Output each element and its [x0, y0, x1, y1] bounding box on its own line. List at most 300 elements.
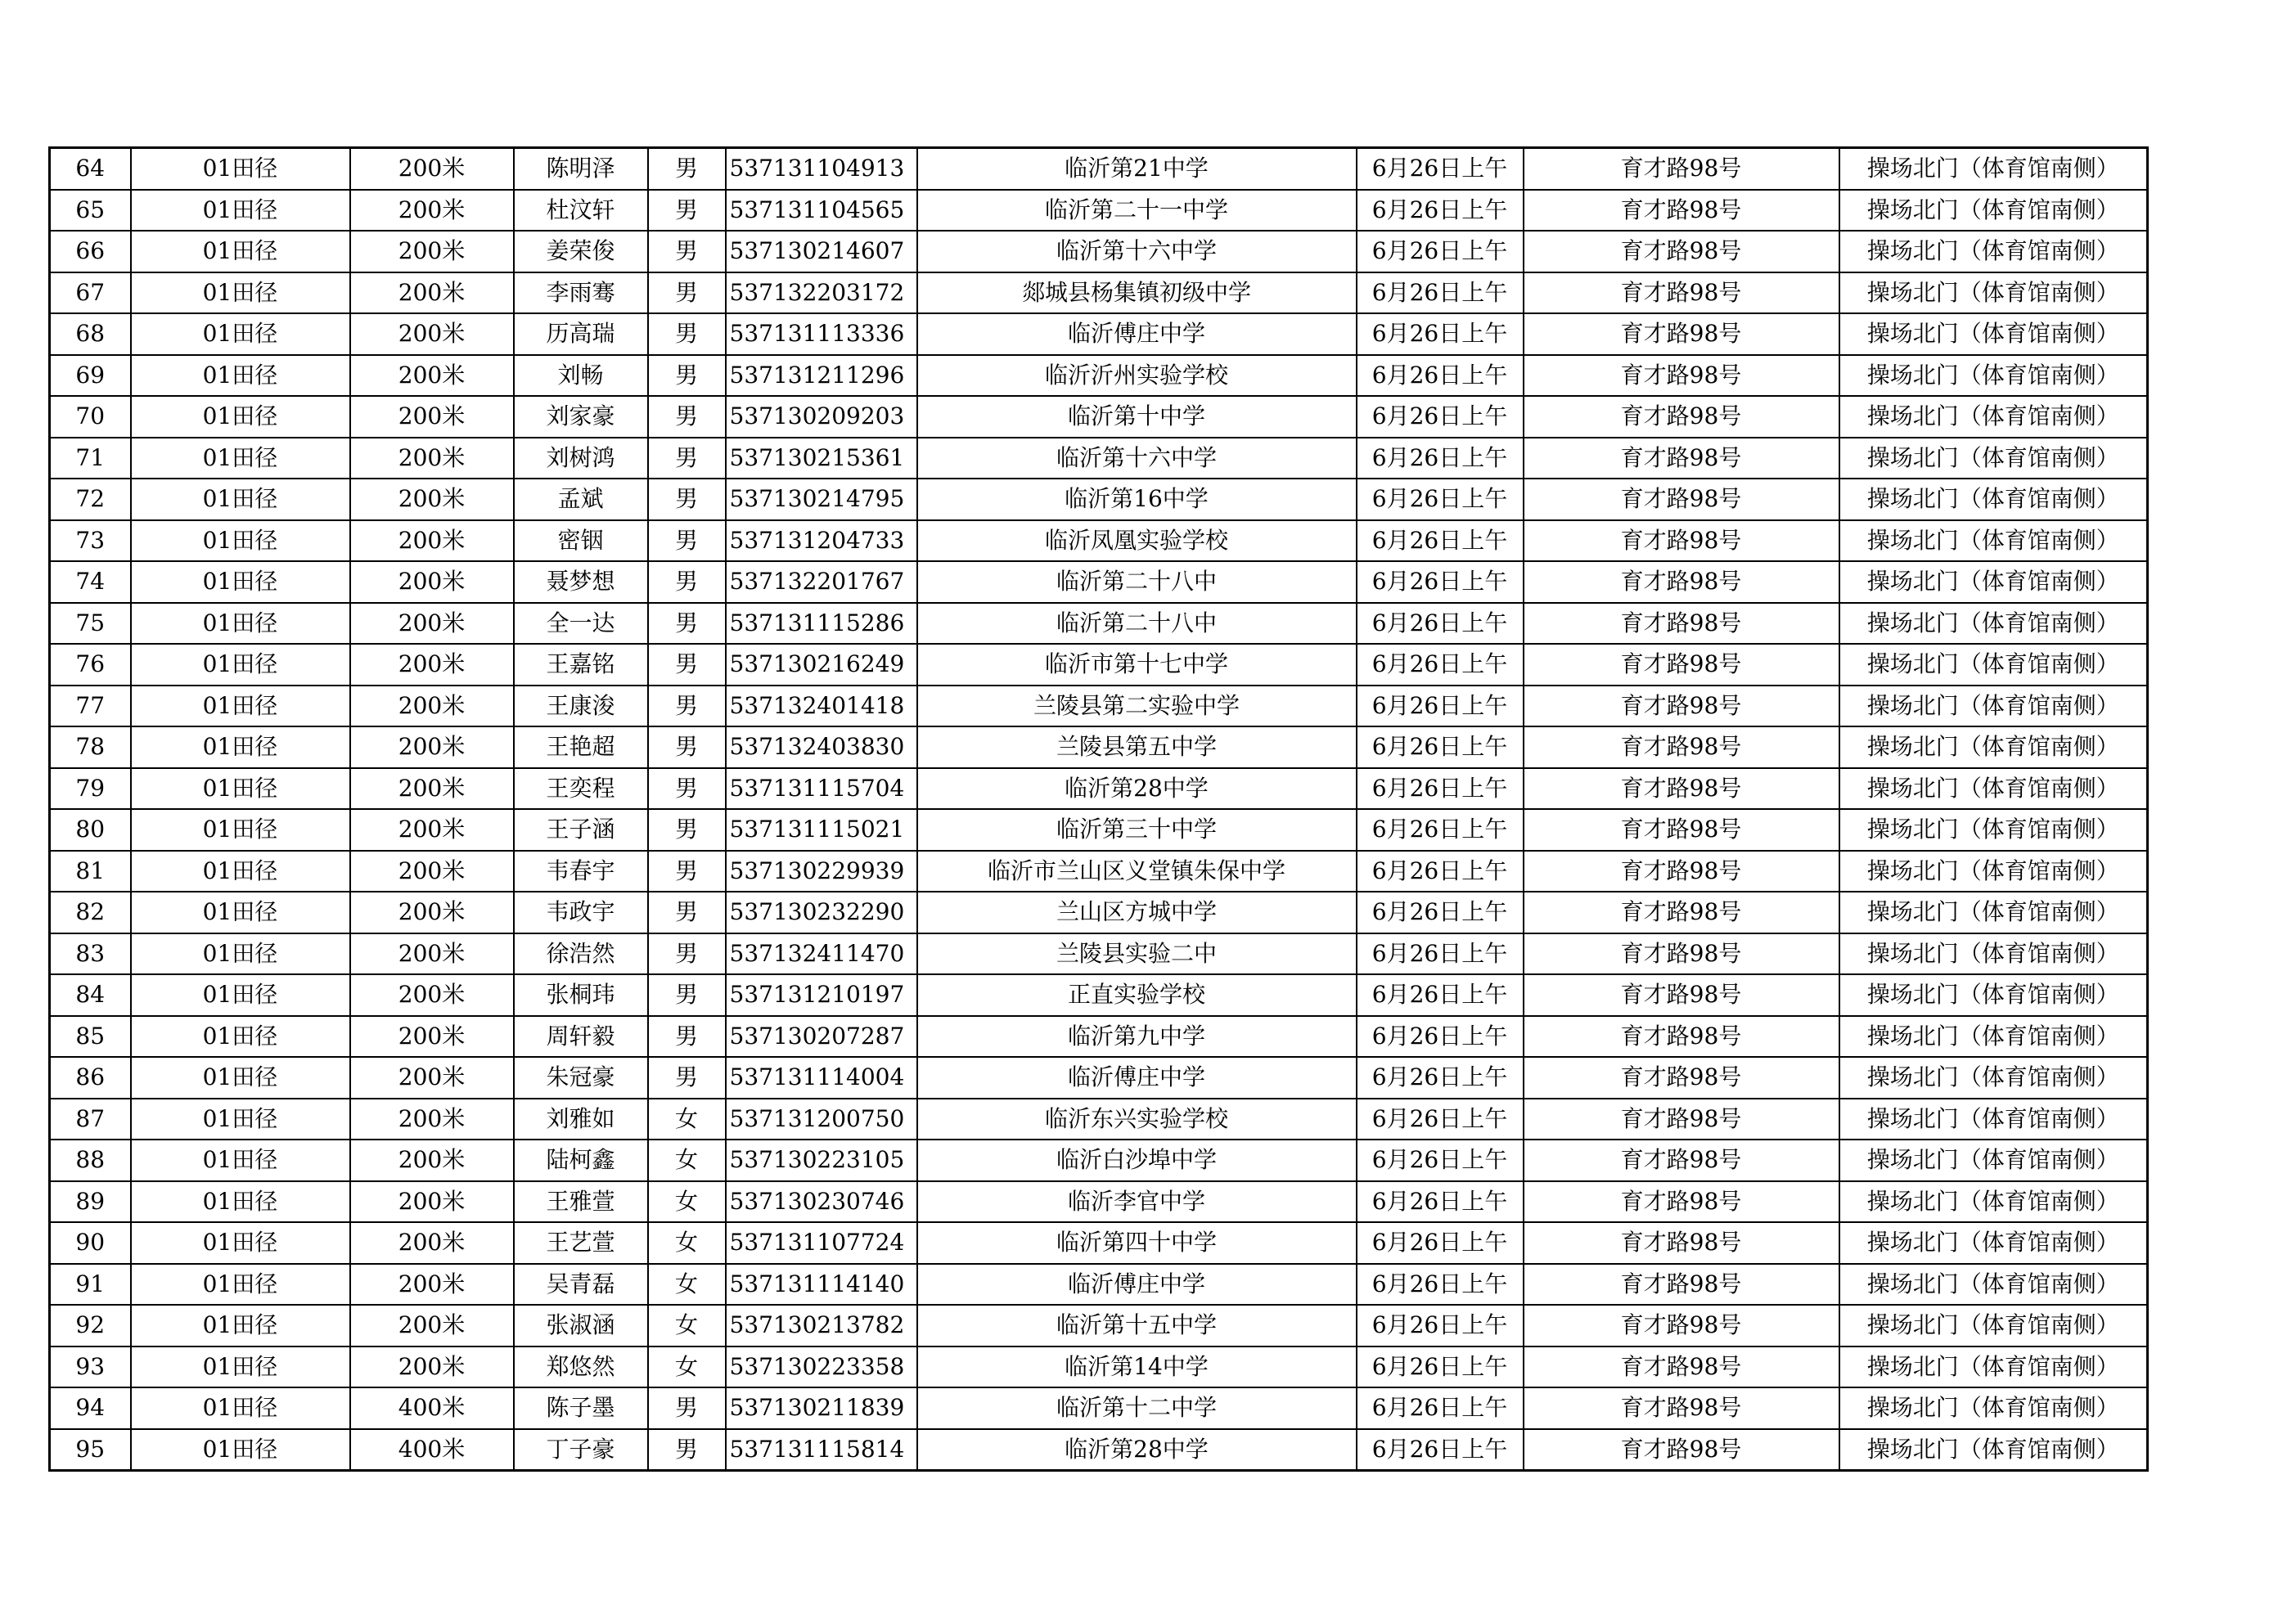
table-row [50, 1387, 2148, 1429]
venue-address-cell: 育才路98号 [1524, 1387, 1839, 1429]
gender-cell: 男 [648, 809, 726, 851]
table-row [50, 644, 2148, 686]
venue-entrance-cell: 操场北门（体育馆南侧） [1839, 1387, 2148, 1429]
row-number-cell: 87 [50, 1099, 131, 1140]
table-row [50, 272, 2148, 314]
exam-number-cell: 537130215361 [726, 438, 917, 479]
event-name-cell: 200米 [350, 686, 514, 727]
row-number-cell: 77 [50, 686, 131, 727]
school-name-cell: 临沂第十中学 [917, 396, 1357, 438]
exam-number-cell: 537130214607 [726, 231, 917, 272]
gender-cell: 男 [648, 520, 726, 562]
venue-entrance-cell: 操场北门（体育馆南侧） [1839, 1305, 2148, 1347]
student-name-cell: 徐浩然 [514, 933, 648, 975]
student-name-cell: 王子涵 [514, 809, 648, 851]
school-name-cell: 正直实验学校 [917, 974, 1357, 1016]
exam-number-cell: 537131115286 [726, 603, 917, 645]
sport-category-cell: 01田径 [131, 1429, 350, 1471]
venue-address-cell: 育才路98号 [1524, 892, 1839, 933]
venue-entrance-cell: 操场北门（体育馆南侧） [1839, 313, 2148, 355]
event-name-cell: 200米 [350, 438, 514, 479]
exam-number-cell: 537130230746 [726, 1181, 917, 1223]
table-row [50, 313, 2148, 355]
gender-cell: 男 [648, 603, 726, 645]
venue-entrance-cell: 操场北门（体育馆南侧） [1839, 1181, 2148, 1223]
exam-time-cell: 6月26日上午 [1357, 644, 1524, 686]
exam-time-cell: 6月26日上午 [1357, 974, 1524, 1016]
sport-category-cell: 01田径 [131, 726, 350, 768]
venue-address-cell: 育才路98号 [1524, 809, 1839, 851]
school-name-cell: 临沂第28中学 [917, 1429, 1357, 1471]
exam-number-cell: 537130229939 [726, 851, 917, 892]
exam-number-cell: 537130211839 [726, 1387, 917, 1429]
sport-category-cell: 01田径 [131, 355, 350, 397]
venue-address-cell: 育才路98号 [1524, 479, 1839, 520]
venue-address-cell: 育才路98号 [1524, 520, 1839, 562]
row-number-cell: 64 [50, 148, 131, 190]
school-name-cell: 兰陵县第二实验中学 [917, 686, 1357, 727]
event-name-cell: 200米 [350, 809, 514, 851]
exam-number-cell: 537132203172 [726, 272, 917, 314]
gender-cell: 男 [648, 1016, 726, 1058]
venue-entrance-cell: 操场北门（体育馆南侧） [1839, 1016, 2148, 1058]
gender-cell: 女 [648, 1347, 726, 1388]
table-row [50, 1099, 2148, 1140]
school-name-cell: 临沂市第十七中学 [917, 644, 1357, 686]
student-name-cell: 王艳超 [514, 726, 648, 768]
table-row [50, 1347, 2148, 1388]
student-name-cell: 王奕程 [514, 768, 648, 810]
exam-number-cell: 537131107724 [726, 1222, 917, 1264]
table-row [50, 479, 2148, 520]
exam-time-cell: 6月26日上午 [1357, 190, 1524, 232]
row-number-cell: 85 [50, 1016, 131, 1058]
gender-cell: 男 [648, 272, 726, 314]
exam-number-cell: 537131115704 [726, 768, 917, 810]
exam-number-cell: 537131115021 [726, 809, 917, 851]
student-name-cell: 李雨骞 [514, 272, 648, 314]
exam-time-cell: 6月26日上午 [1357, 768, 1524, 810]
exam-number-cell: 537132401418 [726, 686, 917, 727]
gender-cell: 女 [648, 1305, 726, 1347]
gender-cell: 男 [648, 355, 726, 397]
venue-entrance-cell: 操场北门（体育馆南侧） [1839, 974, 2148, 1016]
school-name-cell: 临沂东兴实验学校 [917, 1099, 1357, 1140]
row-number-cell: 70 [50, 396, 131, 438]
sport-category-cell: 01田径 [131, 190, 350, 232]
row-number-cell: 90 [50, 1222, 131, 1264]
row-number-cell: 81 [50, 851, 131, 892]
venue-address-cell: 育才路98号 [1524, 561, 1839, 603]
row-number-cell: 95 [50, 1429, 131, 1471]
venue-address-cell: 育才路98号 [1524, 686, 1839, 727]
gender-cell: 女 [648, 1222, 726, 1264]
gender-cell: 男 [648, 644, 726, 686]
exam-time-cell: 6月26日上午 [1357, 1347, 1524, 1388]
row-number-cell: 78 [50, 726, 131, 768]
school-name-cell: 临沂沂州实验学校 [917, 355, 1357, 397]
student-name-cell: 王康浚 [514, 686, 648, 727]
sport-category-cell: 01田径 [131, 1264, 350, 1306]
venue-entrance-cell: 操场北门（体育馆南侧） [1839, 726, 2148, 768]
row-number-cell: 83 [50, 933, 131, 975]
exam-number-cell: 537130207287 [726, 1016, 917, 1058]
venue-entrance-cell: 操场北门（体育馆南侧） [1839, 892, 2148, 933]
student-name-cell: 郑悠然 [514, 1347, 648, 1388]
exam-time-cell: 6月26日上午 [1357, 809, 1524, 851]
row-number-cell: 76 [50, 644, 131, 686]
school-name-cell: 临沂白沙埠中学 [917, 1140, 1357, 1181]
event-name-cell: 200米 [350, 726, 514, 768]
row-number-cell: 86 [50, 1057, 131, 1099]
venue-address-cell: 育才路98号 [1524, 272, 1839, 314]
venue-address-cell: 育才路98号 [1524, 1347, 1839, 1388]
venue-address-cell: 育才路98号 [1524, 438, 1839, 479]
school-name-cell: 临沂第十六中学 [917, 438, 1357, 479]
school-name-cell: 临沂第十六中学 [917, 231, 1357, 272]
row-number-cell: 80 [50, 809, 131, 851]
exam-number-cell: 537131104913 [726, 148, 917, 190]
venue-address-cell: 育才路98号 [1524, 1016, 1839, 1058]
exam-time-cell: 6月26日上午 [1357, 438, 1524, 479]
exam-number-cell: 537131114140 [726, 1264, 917, 1306]
exam-number-cell: 537130232290 [726, 892, 917, 933]
student-name-cell: 全一达 [514, 603, 648, 645]
student-name-cell: 韦春宇 [514, 851, 648, 892]
gender-cell: 男 [648, 148, 726, 190]
school-name-cell: 临沂傅庄中学 [917, 1057, 1357, 1099]
venue-address-cell: 育才路98号 [1524, 726, 1839, 768]
row-number-cell: 75 [50, 603, 131, 645]
venue-entrance-cell: 操场北门（体育馆南侧） [1839, 1099, 2148, 1140]
venue-address-cell: 育才路98号 [1524, 231, 1839, 272]
row-number-cell: 91 [50, 1264, 131, 1306]
venue-entrance-cell: 操场北门（体育馆南侧） [1839, 809, 2148, 851]
exam-number-cell: 537131211296 [726, 355, 917, 397]
table-row [50, 520, 2148, 562]
school-name-cell: 临沂第16中学 [917, 479, 1357, 520]
gender-cell: 男 [648, 1057, 726, 1099]
gender-cell: 男 [648, 479, 726, 520]
sport-category-cell: 01田径 [131, 1181, 350, 1223]
venue-entrance-cell: 操场北门（体育馆南侧） [1839, 396, 2148, 438]
sport-category-cell: 01田径 [131, 520, 350, 562]
venue-entrance-cell: 操场北门（体育馆南侧） [1839, 272, 2148, 314]
exam-time-cell: 6月26日上午 [1357, 479, 1524, 520]
venue-address-cell: 育才路98号 [1524, 1057, 1839, 1099]
table-row [50, 933, 2148, 975]
venue-entrance-cell: 操场北门（体育馆南侧） [1839, 1222, 2148, 1264]
exam-time-cell: 6月26日上午 [1357, 603, 1524, 645]
row-number-cell: 88 [50, 1140, 131, 1181]
gender-cell: 男 [648, 933, 726, 975]
sport-category-cell: 01田径 [131, 231, 350, 272]
student-name-cell: 密铟 [514, 520, 648, 562]
school-name-cell: 临沂第14中学 [917, 1347, 1357, 1388]
event-name-cell: 200米 [350, 231, 514, 272]
row-number-cell: 93 [50, 1347, 131, 1388]
venue-address-cell: 育才路98号 [1524, 1099, 1839, 1140]
school-name-cell: 临沂第十二中学 [917, 1387, 1357, 1429]
exam-number-cell: 537132403830 [726, 726, 917, 768]
sport-category-cell: 01田径 [131, 396, 350, 438]
exam-time-cell: 6月26日上午 [1357, 1264, 1524, 1306]
event-name-cell: 200米 [350, 768, 514, 810]
table-row [50, 1264, 2148, 1306]
venue-address-cell: 育才路98号 [1524, 1429, 1839, 1471]
venue-address-cell: 育才路98号 [1524, 1222, 1839, 1264]
exam-number-cell: 537130223358 [726, 1347, 917, 1388]
venue-address-cell: 育才路98号 [1524, 1264, 1839, 1306]
student-name-cell: 陈明泽 [514, 148, 648, 190]
exam-time-cell: 6月26日上午 [1357, 272, 1524, 314]
exam-time-cell: 6月26日上午 [1357, 231, 1524, 272]
gender-cell: 女 [648, 1264, 726, 1306]
row-number-cell: 72 [50, 479, 131, 520]
school-name-cell: 临沂第21中学 [917, 148, 1357, 190]
table-row [50, 1140, 2148, 1181]
school-name-cell: 临沂第九中学 [917, 1016, 1357, 1058]
student-name-cell: 吴青磊 [514, 1264, 648, 1306]
exam-number-cell: 537131115814 [726, 1429, 917, 1471]
venue-address-cell: 育才路98号 [1524, 190, 1839, 232]
table-row [50, 1429, 2148, 1471]
table-row [50, 231, 2148, 272]
table-row [50, 686, 2148, 727]
exam-time-cell: 6月26日上午 [1357, 726, 1524, 768]
row-number-cell: 74 [50, 561, 131, 603]
gender-cell: 男 [648, 231, 726, 272]
student-name-cell: 陆柯鑫 [514, 1140, 648, 1181]
student-name-cell: 刘家豪 [514, 396, 648, 438]
venue-entrance-cell: 操场北门（体育馆南侧） [1839, 561, 2148, 603]
table-row [50, 1057, 2148, 1099]
event-name-cell: 200米 [350, 520, 514, 562]
gender-cell: 男 [648, 726, 726, 768]
exam-time-cell: 6月26日上午 [1357, 933, 1524, 975]
event-name-cell: 200米 [350, 479, 514, 520]
exam-number-cell: 537131200750 [726, 1099, 917, 1140]
venue-entrance-cell: 操场北门（体育馆南侧） [1839, 355, 2148, 397]
venue-entrance-cell: 操场北门（体育馆南侧） [1839, 768, 2148, 810]
exam-time-cell: 6月26日上午 [1357, 561, 1524, 603]
venue-address-cell: 育才路98号 [1524, 1305, 1839, 1347]
table-row [50, 1305, 2148, 1347]
student-name-cell: 王嘉铭 [514, 644, 648, 686]
row-number-cell: 65 [50, 190, 131, 232]
exam-number-cell: 537130209203 [726, 396, 917, 438]
table-row [50, 1222, 2148, 1264]
venue-entrance-cell: 操场北门（体育馆南侧） [1839, 644, 2148, 686]
row-number-cell: 69 [50, 355, 131, 397]
event-name-cell: 200米 [350, 1057, 514, 1099]
student-name-cell: 王艺萱 [514, 1222, 648, 1264]
table-row [50, 396, 2148, 438]
event-name-cell: 200米 [350, 1305, 514, 1347]
school-name-cell: 临沂第二十一中学 [917, 190, 1357, 232]
event-name-cell: 200米 [350, 396, 514, 438]
table-row [50, 355, 2148, 397]
gender-cell: 男 [648, 974, 726, 1016]
gender-cell: 男 [648, 1429, 726, 1471]
gender-cell: 男 [648, 686, 726, 727]
student-name-cell: 刘雅如 [514, 1099, 648, 1140]
event-name-cell: 200米 [350, 851, 514, 892]
exam-time-cell: 6月26日上午 [1357, 1181, 1524, 1223]
venue-entrance-cell: 操场北门（体育馆南侧） [1839, 686, 2148, 727]
venue-entrance-cell: 操场北门（体育馆南侧） [1839, 190, 2148, 232]
sport-category-cell: 01田径 [131, 809, 350, 851]
exam-time-cell: 6月26日上午 [1357, 1140, 1524, 1181]
table-row [50, 768, 2148, 810]
sport-category-cell: 01田径 [131, 974, 350, 1016]
gender-cell: 男 [648, 190, 726, 232]
event-name-cell: 200米 [350, 974, 514, 1016]
venue-entrance-cell: 操场北门（体育馆南侧） [1839, 438, 2148, 479]
venue-address-cell: 育才路98号 [1524, 768, 1839, 810]
gender-cell: 男 [648, 892, 726, 933]
row-number-cell: 82 [50, 892, 131, 933]
sport-category-cell: 01田径 [131, 272, 350, 314]
event-name-cell: 200米 [350, 1347, 514, 1388]
row-number-cell: 89 [50, 1181, 131, 1223]
table-row [50, 809, 2148, 851]
venue-entrance-cell: 操场北门（体育馆南侧） [1839, 1429, 2148, 1471]
venue-entrance-cell: 操场北门（体育馆南侧） [1839, 851, 2148, 892]
gender-cell: 女 [648, 1140, 726, 1181]
exam-time-cell: 6月26日上午 [1357, 1099, 1524, 1140]
exam-number-cell: 537131113336 [726, 313, 917, 355]
school-name-cell: 临沂凤凰实验学校 [917, 520, 1357, 562]
exam-time-cell: 6月26日上午 [1357, 520, 1524, 562]
sport-category-cell: 01田径 [131, 438, 350, 479]
school-name-cell: 临沂第四十中学 [917, 1222, 1357, 1264]
venue-entrance-cell: 操场北门（体育馆南侧） [1839, 1347, 2148, 1388]
student-name-cell: 刘树鸿 [514, 438, 648, 479]
row-number-cell: 66 [50, 231, 131, 272]
row-number-cell: 84 [50, 974, 131, 1016]
sport-category-cell: 01田径 [131, 768, 350, 810]
table-row [50, 892, 2148, 933]
table-body [50, 148, 2148, 1471]
school-name-cell: 郯城县杨集镇初级中学 [917, 272, 1357, 314]
sport-category-cell: 01田径 [131, 1347, 350, 1388]
sport-category-cell: 01田径 [131, 686, 350, 727]
row-number-cell: 73 [50, 520, 131, 562]
venue-address-cell: 育才路98号 [1524, 851, 1839, 892]
event-name-cell: 200米 [350, 355, 514, 397]
venue-entrance-cell: 操场北门（体育馆南侧） [1839, 479, 2148, 520]
student-name-cell: 韦政宇 [514, 892, 648, 933]
event-name-cell: 200米 [350, 1181, 514, 1223]
venue-entrance-cell: 操场北门（体育馆南侧） [1839, 520, 2148, 562]
venue-address-cell: 育才路98号 [1524, 644, 1839, 686]
school-name-cell: 兰陵县第五中学 [917, 726, 1357, 768]
registration-table [48, 146, 2149, 1472]
venue-address-cell: 育才路98号 [1524, 313, 1839, 355]
school-name-cell: 兰山区方城中学 [917, 892, 1357, 933]
venue-address-cell: 育才路98号 [1524, 148, 1839, 190]
student-name-cell: 杜汶轩 [514, 190, 648, 232]
exam-number-cell: 537132201767 [726, 561, 917, 603]
exam-number-cell: 537130214795 [726, 479, 917, 520]
venue-address-cell: 育才路98号 [1524, 974, 1839, 1016]
event-name-cell: 200米 [350, 1099, 514, 1140]
school-name-cell: 临沂第三十中学 [917, 809, 1357, 851]
exam-time-cell: 6月26日上午 [1357, 851, 1524, 892]
venue-entrance-cell: 操场北门（体育馆南侧） [1839, 1264, 2148, 1306]
sport-category-cell: 01田径 [131, 1140, 350, 1181]
venue-address-cell: 育才路98号 [1524, 1140, 1839, 1181]
event-name-cell: 200米 [350, 561, 514, 603]
event-name-cell: 400米 [350, 1387, 514, 1429]
table-row [50, 726, 2148, 768]
exam-time-cell: 6月26日上午 [1357, 686, 1524, 727]
table-row [50, 974, 2148, 1016]
student-name-cell: 姜荣俊 [514, 231, 648, 272]
exam-time-cell: 6月26日上午 [1357, 1387, 1524, 1429]
exam-number-cell: 537131114004 [726, 1057, 917, 1099]
sport-category-cell: 01田径 [131, 1387, 350, 1429]
sport-category-cell: 01田径 [131, 1222, 350, 1264]
gender-cell: 男 [648, 1387, 726, 1429]
venue-entrance-cell: 操场北门（体育馆南侧） [1839, 603, 2148, 645]
gender-cell: 男 [648, 768, 726, 810]
exam-time-cell: 6月26日上午 [1357, 892, 1524, 933]
sport-category-cell: 01田径 [131, 561, 350, 603]
event-name-cell: 200米 [350, 1222, 514, 1264]
table-row [50, 603, 2148, 645]
venue-entrance-cell: 操场北门（体育馆南侧） [1839, 1140, 2148, 1181]
venue-entrance-cell: 操场北门（体育馆南侧） [1839, 1057, 2148, 1099]
student-name-cell: 张桐玮 [514, 974, 648, 1016]
exam-number-cell: 537130213782 [726, 1305, 917, 1347]
row-number-cell: 71 [50, 438, 131, 479]
exam-time-cell: 6月26日上午 [1357, 1016, 1524, 1058]
student-name-cell: 朱冠豪 [514, 1057, 648, 1099]
student-name-cell: 丁子豪 [514, 1429, 648, 1471]
venue-address-cell: 育才路98号 [1524, 1181, 1839, 1223]
sport-category-cell: 01田径 [131, 933, 350, 975]
gender-cell: 女 [648, 1099, 726, 1140]
student-name-cell: 聂梦想 [514, 561, 648, 603]
table-row [50, 190, 2148, 232]
event-name-cell: 200米 [350, 190, 514, 232]
sport-category-cell: 01田径 [131, 148, 350, 190]
school-name-cell: 临沂傅庄中学 [917, 1264, 1357, 1306]
row-number-cell: 67 [50, 272, 131, 314]
exam-number-cell: 537130223105 [726, 1140, 917, 1181]
exam-time-cell: 6月26日上午 [1357, 355, 1524, 397]
event-name-cell: 200米 [350, 272, 514, 314]
event-name-cell: 200米 [350, 933, 514, 975]
table-row [50, 1181, 2148, 1223]
gender-cell: 女 [648, 1181, 726, 1223]
gender-cell: 男 [648, 438, 726, 479]
school-name-cell: 临沂市兰山区义堂镇朱保中学 [917, 851, 1357, 892]
exam-number-cell: 537131210197 [726, 974, 917, 1016]
exam-time-cell: 6月26日上午 [1357, 148, 1524, 190]
exam-time-cell: 6月26日上午 [1357, 396, 1524, 438]
row-number-cell: 92 [50, 1305, 131, 1347]
exam-time-cell: 6月26日上午 [1357, 1222, 1524, 1264]
sport-category-cell: 01田径 [131, 1057, 350, 1099]
gender-cell: 男 [648, 851, 726, 892]
venue-entrance-cell: 操场北门（体育馆南侧） [1839, 933, 2148, 975]
table-row [50, 1016, 2148, 1058]
sport-category-cell: 01田径 [131, 1099, 350, 1140]
table-row [50, 148, 2148, 190]
